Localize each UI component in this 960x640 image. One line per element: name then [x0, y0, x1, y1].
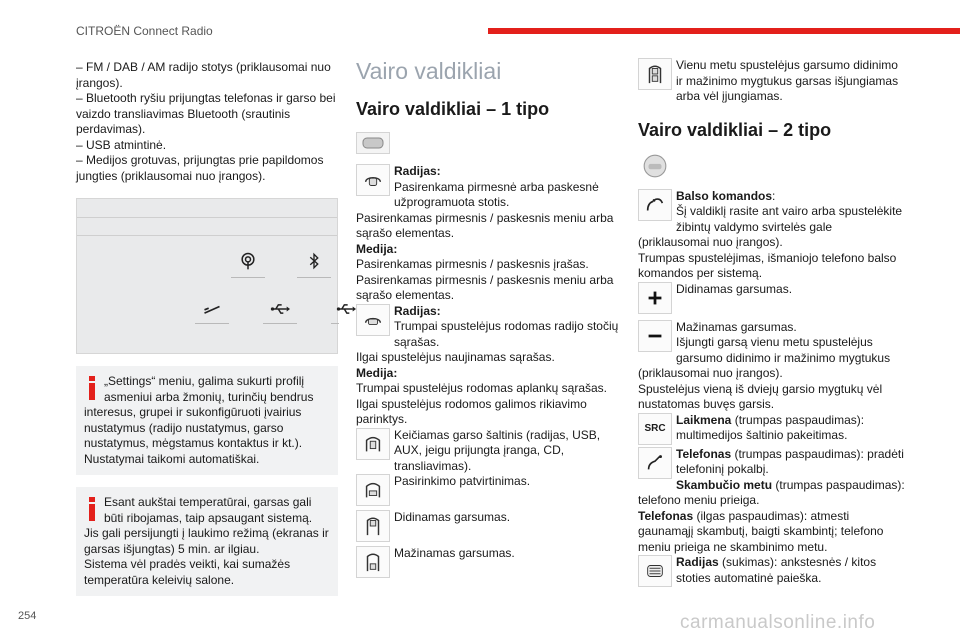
src-button-icon: SRC [638, 413, 672, 445]
mute-info: Vienu metu spustelėjus garsumo didinimo ir mažinimo mygtukus garsas išjungiamas arba vėl įjungiamas. [638, 58, 906, 105]
info-note-settings: „Settings“ meniu, galima sukurti profilį asmeniui arba žmonių, turinčių bendrus interesus, grupei ir sukonfigūruoti įvairius nustatymus (radijo nustatymus, garso nustatymus, mėgstamus kontaktus ir kt.). Nustatymai taikomi automatiškai. [76, 366, 338, 475]
voice-command-item: Balso komandos: Šį valdiklį rasite ant vairo arba spustelėkite žibintų valdymo svirtelės gale (priklausomai nuo įrangos). Trumpas spustelėjimas, išmaniojo telefono balso komandos per sistemą. [638, 188, 903, 280]
src-item: SRC Laikmena (trumpas paspaudimas): multimedijos šaltinio pakeitimas. [638, 413, 906, 447]
wheel-switch-up-icon [356, 164, 390, 196]
source-button-icon [356, 428, 390, 460]
info-icon [88, 376, 96, 400]
header-accent-bar [488, 28, 960, 34]
intro-line: – Bluetooth ryšiu prijungtas telefonas ir garso bei vaizdo transliavimas Bluetooth (srautinis perdavimas). [76, 91, 336, 136]
section-title: Vairo valdikliai [356, 58, 502, 84]
confirm-button-icon [356, 474, 390, 506]
wheel-switch-press-icon [356, 304, 390, 336]
plus-item: Didinamas garsumas. [638, 282, 906, 316]
radio-wheel-item: Radijas (sukimas): ankstesnės / kitos stoties automatinė paieška. [638, 555, 906, 589]
volume-down-icon [356, 546, 390, 578]
subtitle-type-1: Vairo valdikliai – 1 tipo [356, 99, 550, 119]
intro-line: – USB atmintinė. [76, 137, 167, 152]
control-item-wheel-press: Radijas: Trumpai spustelėjus rodomas radijo stočių sąrašas. Ilgai spustelėjus naujinamas sąrašas. Medija: Trumpai spustelėjus rodomas aplankų sąrašas. Ilgai spustelėjus rodomos galimos rikiavimo parinktys. [356, 303, 619, 426]
steering-wheel-icon [638, 153, 672, 179]
control-item-volume-down: Mažinamas garsumas. [356, 546, 622, 580]
voice-command-icon [638, 189, 672, 221]
volume-up-icon [356, 510, 390, 542]
column-right [638, 58, 906, 589]
aux-icon [199, 299, 225, 319]
minus-icon [638, 320, 672, 352]
column-middle [356, 58, 622, 580]
intro-line: – FM / DAB / AM radijo stotys (priklausomai nuo įrangos). [76, 60, 331, 90]
phone-item: Telefonas (trumpas paspaudimas): pradėti telefoninį pokalbį. Skambučio metu (trumpas paspaudimas): telefono meniu prieiga. Telefonas (ilgas paspaudimas): atmesti gaunamąjį skambutį, baigti skambintį; telefono meniu prieiga ne skambinimo metu. [638, 446, 905, 554]
control-item-source: Keičiamas garso šaltinis (radijas, USB, AUX, jeigu prijungta įranga, CD, transliavimas). [356, 428, 622, 475]
phone-icon [638, 447, 672, 479]
column-left [76, 60, 338, 608]
plus-icon [638, 282, 672, 314]
control-item-wheel-up: Radijas: Pasirenkama pirmesnė arba paskesnė užprogramuota stotis. Pasirenkamas pirmesnis / paskesnis meniu arba sąrašo elementas. Medija: Pasirenkamas pirmesnis / paskesnis įrašas. Pasirenkamas pirmesnis / paskesnis meniu arba sąrašo elementas. [356, 164, 614, 302]
watermark: carmanualsonline.info [680, 612, 876, 633]
thumbwheel-icon [638, 555, 672, 587]
subtitle-type-2: Vairo valdikliai – 2 tipo [638, 119, 832, 140]
source-screen-illustration [76, 198, 338, 354]
control-item-volume-up: Didinamas garsumas. [356, 510, 622, 544]
steering-controls-type1-icon [356, 132, 390, 154]
page-number: 254 [18, 610, 37, 622]
volume-buttons-icon [638, 58, 672, 90]
minus-item: Mažinamas garsumas. Išjungti garsą vienu metu spustelėjus garsumo didinimo ir mažinimo mygtukus (priklausomai nuo įrangos). Spustelėjus vieną iš dviejų garsio mygtukų vėl nustatomas buvęs garsis. [638, 319, 891, 411]
info-note-temperature: Esant aukštai temperatūrai, garsas gali būti ribojamas, taip apsaugant sistemą. Jis gali persijungti į laukimo režimą (ekranas ir garsas išjungtas) 5 min. ar ilgiau. Sistema vėl pradės veikti, kai sumažės temperatūra keleivių salone. [76, 487, 338, 596]
info-icon [88, 497, 96, 521]
header-title: CITROËN Connect Radio [76, 24, 213, 38]
control-item-confirm: Pasirinkimo patvirtinimas. [356, 474, 622, 508]
radio-icon [235, 251, 261, 271]
bluetooth-icon [301, 251, 327, 271]
usb-icon [267, 299, 293, 319]
intro-line: – Medijos grotuvas, prijungtas prie papildomos jungties (priklausomai nuo įrangos). [76, 153, 324, 183]
